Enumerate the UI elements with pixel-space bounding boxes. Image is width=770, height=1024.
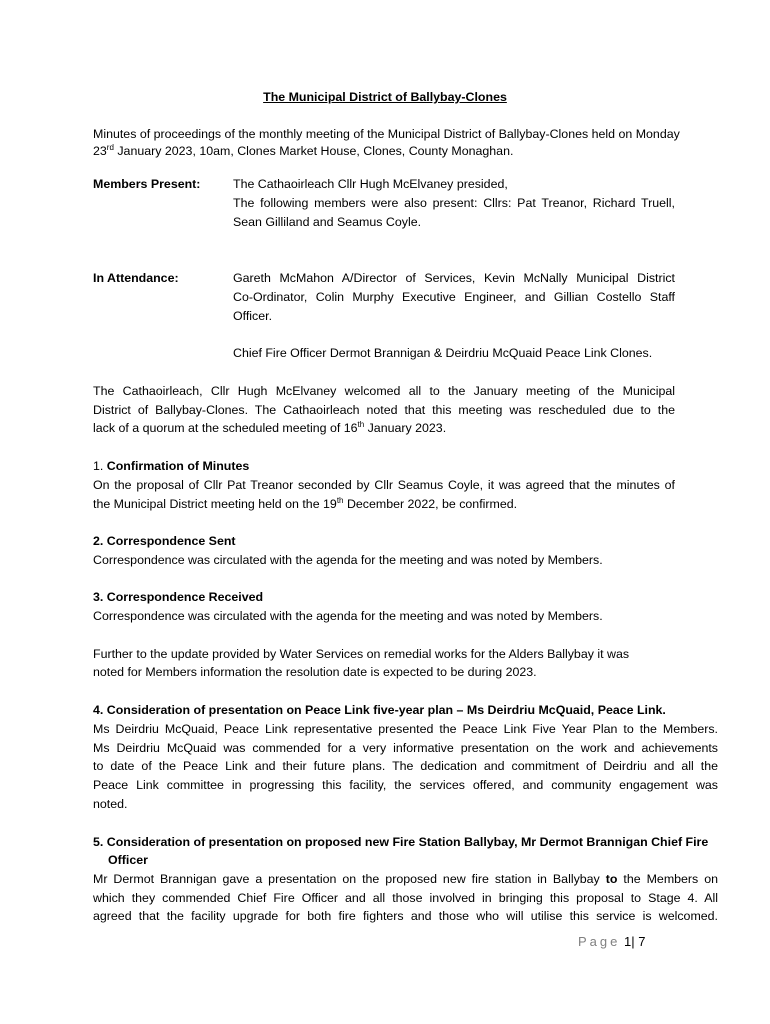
- section-3-line-3: noted for Members information the resolution date is expected to be during 2023.: [93, 665, 537, 679]
- welcome-line-3-text: lack of a quorum at the scheduled meeting of 16: [93, 421, 358, 435]
- section-1-line-2: [93, 496, 517, 512]
- intro-line-1: Minutes of proceedings of the monthly meeting of the Municipal District of Ballybay-Clones held on Monday: [93, 127, 680, 141]
- page-total: 7: [638, 934, 646, 949]
- members-line-3: Sean Gilliland and Seamus Coyle.: [233, 215, 422, 229]
- welcome-date-suffix: th: [357, 419, 365, 429]
- section-5-line-1-end: the Members on: [617, 872, 718, 886]
- members-present-label: Members Present:: [93, 177, 201, 191]
- intro-date-suffix: rd: [106, 142, 114, 152]
- document-title: The Municipal District of Ballybay-Clones: [263, 90, 507, 104]
- attendance-line-1: Gareth McMahon A/Director of Services, Kevin McNally Municipal District: [233, 271, 675, 285]
- intro-line-2: [93, 143, 513, 159]
- section-1-line-2-text: the Municipal District meeting held on the 19: [93, 497, 337, 511]
- in-attendance-label: In Attendance:: [93, 271, 179, 285]
- section-4-line-1: Ms Deirdriu McQuaid, Peace Link representative presented the Peace Link Five Year Plan to the Members.: [93, 722, 718, 736]
- welcome-line-3: [93, 420, 446, 436]
- section-5-line-3: agreed that the facility upgrade for both fire fighters and those who will utilise this service is welcomed.: [93, 909, 718, 923]
- welcome-line-1: The Cathaoirleach, Cllr Hugh McElvaney welcomed all to the January meeting of the Municipal: [93, 384, 675, 398]
- section-4-line-4: Peace Link committee in progressing this facility, the services offered, and community engagement was: [93, 778, 718, 792]
- section-5-line-1-text: Mr Dermot Brannigan gave a presentation on the proposed new fire station in Ballybay: [93, 872, 606, 886]
- section-2-line-1: Correspondence was circulated with the agenda for the meeting and was noted by Members.: [93, 553, 603, 567]
- attendance-line-3: Officer.: [233, 309, 273, 323]
- section-1-line-1: On the proposal of Cllr Pat Treanor seconded by Cllr Seamus Coyle, it was agreed that the minutes of: [93, 478, 675, 492]
- page-label: Page: [578, 934, 621, 949]
- page-current: 1: [624, 934, 632, 949]
- section-3-line-1: Correspondence was circulated with the agenda for the meeting and was noted by Members.: [93, 609, 603, 623]
- section-5-heading-line-1: 5. Consideration of presentation on proposed new Fire Station Ballybay, Mr Dermot Brannigan Chief Fire: [93, 835, 709, 849]
- attendance-fire-officer-line: Chief Fire Officer Dermot Brannigan & Deirdriu McQuaid Peace Link Clones.: [233, 346, 653, 360]
- members-line-2: The following members were also present: Cllrs: Pat Treanor, Richard Truell,: [233, 196, 675, 210]
- section-5-heading-line-2: Officer: [108, 853, 148, 867]
- page-separator: |: [631, 934, 635, 949]
- section-1-heading: [93, 458, 249, 474]
- section-3-heading: 3. Correspondence Received: [93, 590, 264, 604]
- section-2-heading: 2. Correspondence Sent: [93, 534, 236, 548]
- section-1-date-suffix: th: [336, 495, 344, 505]
- members-line-1: The Cathaoirleach Cllr Hugh McElvaney presided,: [233, 177, 508, 191]
- section-5-bold-word: to: [605, 872, 618, 886]
- welcome-line-2: District of Ballybay-Clones. The Cathaoirleach noted that this meeting was rescheduled due to the: [93, 403, 675, 417]
- section-3-line-2: Further to the update provided by Water Services on remedial works for the Alders Ballybay it was: [93, 647, 630, 661]
- section-1-number: 1.: [93, 459, 107, 473]
- section-1-title: Confirmation of Minutes: [106, 459, 250, 473]
- section-4-line-5: noted.: [93, 797, 128, 811]
- welcome-line-3-end: January 2023.: [364, 421, 447, 435]
- attendance-line-2: Co-Ordinator, Colin Murphy Executive Engineer, and Gillian Costello Staff: [233, 290, 675, 304]
- intro-date-day: 23: [93, 144, 107, 158]
- section-5-line-1: [93, 871, 718, 887]
- section-4-heading: 4. Consideration of presentation on Peace Link five-year plan – Ms Deirdriu McQuaid, Peace Link.: [93, 703, 666, 717]
- intro-line-2-rest: January 2023, 10am, Clones Market House, Clones, County Monaghan.: [113, 144, 514, 158]
- section-4-line-3: to date of the Peace Link and their future plans. The dedication and commitment of Deirdriu and all the: [93, 759, 718, 773]
- section-4-line-2: Ms Deirdriu McQuaid was commended for a very informative presentation on the work and achievements: [93, 741, 718, 755]
- page-footer: [578, 934, 645, 949]
- section-1-line-2-end: December 2022, be confirmed.: [343, 497, 518, 511]
- section-5-line-2: which they commended Chief Fire Officer and all those involved in bringing this proposal to Stage 4. All: [93, 891, 718, 905]
